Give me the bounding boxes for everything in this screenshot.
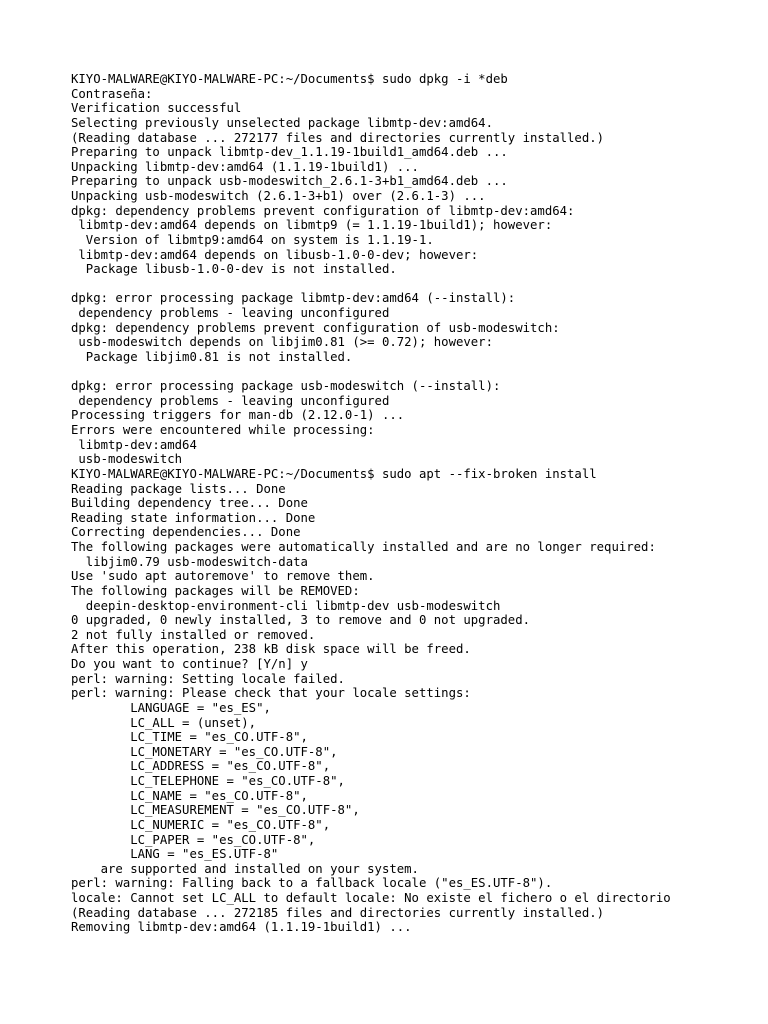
terminal-line: LC_MEASUREMENT = "es_CO.UTF-8", bbox=[71, 803, 360, 818]
terminal-line: libjim0.79 usb-modeswitch-data bbox=[71, 554, 308, 569]
terminal-line: dpkg: error processing package usb-modeswitch (--install): bbox=[71, 379, 501, 394]
terminal-line: LC_NAME = "es_CO.UTF-8", bbox=[71, 788, 308, 803]
terminal-line: Reading state information... Done bbox=[71, 510, 316, 525]
terminal-line: Selecting previously unselected package libmtp-dev:amd64. bbox=[71, 115, 493, 130]
terminal-line bbox=[71, 277, 761, 292]
terminal-line: LC_NUMERIC = "es_CO.UTF-8", bbox=[71, 817, 331, 832]
terminal-line: Unpacking usb-modeswitch (2.6.1-3+b1) over (2.6.1-3) ... bbox=[71, 189, 486, 203]
terminal-line: Unpacking libmtp-dev:amd64 (1.1.19-1build1) ... bbox=[71, 159, 419, 174]
terminal-line: Removing libmtp-dev:amd64 (1.1.19-1build1) ... bbox=[71, 920, 412, 935]
terminal-line: Preparing to unpack usb-modeswitch_2.6.1-3+b1_amd64.deb ... bbox=[71, 174, 508, 189]
terminal-line: Processing triggers for man-db (2.12.0-1) ... bbox=[71, 408, 405, 423]
terminal-line: The following packages were automatically installed and are no longer required: bbox=[71, 540, 656, 554]
terminal-line: LC_ADDRESS = "es_CO.UTF-8", bbox=[71, 759, 331, 774]
terminal-line: usb-modeswitch depends on libjim0.81 (>= 0.72); however: bbox=[71, 335, 493, 350]
terminal-line: LC_TIME = "es_CO.UTF-8", bbox=[71, 730, 308, 745]
terminal-line: Correcting dependencies... Done bbox=[71, 525, 301, 540]
terminal-line: perl: warning: Setting locale failed. bbox=[71, 671, 345, 686]
terminal-line: Verification successful bbox=[71, 101, 242, 116]
terminal-line: dpkg: dependency problems prevent configuration of usb-modeswitch: bbox=[71, 320, 560, 335]
terminal-line bbox=[71, 365, 761, 380]
terminal-line: (Reading database ... 272185 files and directories currently installed.) bbox=[71, 905, 605, 920]
terminal-line: libmtp-dev:amd64 bbox=[71, 437, 197, 452]
terminal-line: libmtp-dev:amd64 depends on libmtp9 (= 1.1.19-1build1); however: bbox=[71, 218, 553, 233]
terminal-line: KIYO-MALWARE@KIYO-MALWARE-PC:~/Documents$ sudo apt --fix-broken install bbox=[71, 466, 597, 481]
terminal-line: Package libjim0.81 is not installed. bbox=[71, 349, 353, 364]
terminal-line: LC_MONETARY = "es_CO.UTF-8", bbox=[71, 744, 338, 759]
terminal-line: KIYO-MALWARE@KIYO-MALWARE-PC:~/Documents$ sudo dpkg -i *deb bbox=[71, 72, 508, 86]
terminal-line: Use 'sudo apt autoremove' to remove them. bbox=[71, 569, 375, 584]
terminal-line: perl: warning: Please check that your locale settings: bbox=[71, 686, 471, 701]
terminal-line: Package libusb-1.0-0-dev is not installed. bbox=[71, 262, 397, 277]
terminal-line: Contraseña: bbox=[71, 86, 153, 101]
terminal-line: LANG = "es_ES.UTF-8" bbox=[71, 847, 279, 862]
terminal-line: LANGUAGE = "es_ES", bbox=[71, 700, 271, 715]
terminal-line: dpkg: dependency problems prevent configuration of libmtp-dev:amd64: bbox=[71, 203, 575, 218]
terminal-line: Version of libmtp9:amd64 on system is 1.1.19-1. bbox=[71, 232, 434, 247]
terminal-line: The following packages will be REMOVED: bbox=[71, 583, 360, 598]
terminal-line: 0 upgraded, 0 newly installed, 3 to remove and 0 not upgraded. bbox=[71, 613, 531, 628]
terminal-line: Reading package lists... Done bbox=[71, 481, 286, 496]
terminal-line: Errors were encountered while processing: bbox=[71, 423, 375, 437]
terminal-line: LC_TELEPHONE = "es_CO.UTF-8", bbox=[71, 774, 345, 788]
terminal-line: Building dependency tree... Done bbox=[71, 496, 308, 511]
terminal-line: usb-modeswitch bbox=[71, 452, 183, 467]
terminal-line: are supported and installed on your system. bbox=[71, 861, 419, 876]
terminal-line: Do you want to continue? [Y/n] y bbox=[71, 657, 308, 671]
terminal-line: dpkg: error processing package libmtp-dev:amd64 (--install): bbox=[71, 291, 516, 306]
terminal-output bbox=[71, 72, 761, 935]
terminal-line: After this operation, 238 kB disk space will be freed. bbox=[71, 642, 471, 657]
terminal-line: Preparing to unpack libmtp-dev_1.1.19-1build1_amd64.deb ... bbox=[71, 145, 508, 160]
terminal-line: locale: Cannot set LC_ALL to default locale: No existe el fichero o el directorio bbox=[71, 891, 671, 905]
terminal-line: deepin-desktop-environment-cli libmtp-dev usb-modeswitch bbox=[71, 598, 501, 613]
terminal-line: dependency problems - leaving unconfigured bbox=[71, 393, 390, 408]
terminal-line: LC_PAPER = "es_CO.UTF-8", bbox=[71, 832, 316, 847]
terminal-line: libmtp-dev:amd64 depends on libusb-1.0-0-dev; however: bbox=[71, 247, 479, 262]
terminal-line: perl: warning: Falling back to a fallback locale ("es_ES.UTF-8"). bbox=[71, 876, 553, 891]
terminal-line: LC_ALL = (unset), bbox=[71, 715, 257, 730]
terminal-line: (Reading database ... 272177 files and directories currently installed.) bbox=[71, 130, 605, 145]
terminal-line: 2 not fully installed or removed. bbox=[71, 627, 316, 642]
terminal-line: dependency problems - leaving unconfigured bbox=[71, 306, 390, 320]
